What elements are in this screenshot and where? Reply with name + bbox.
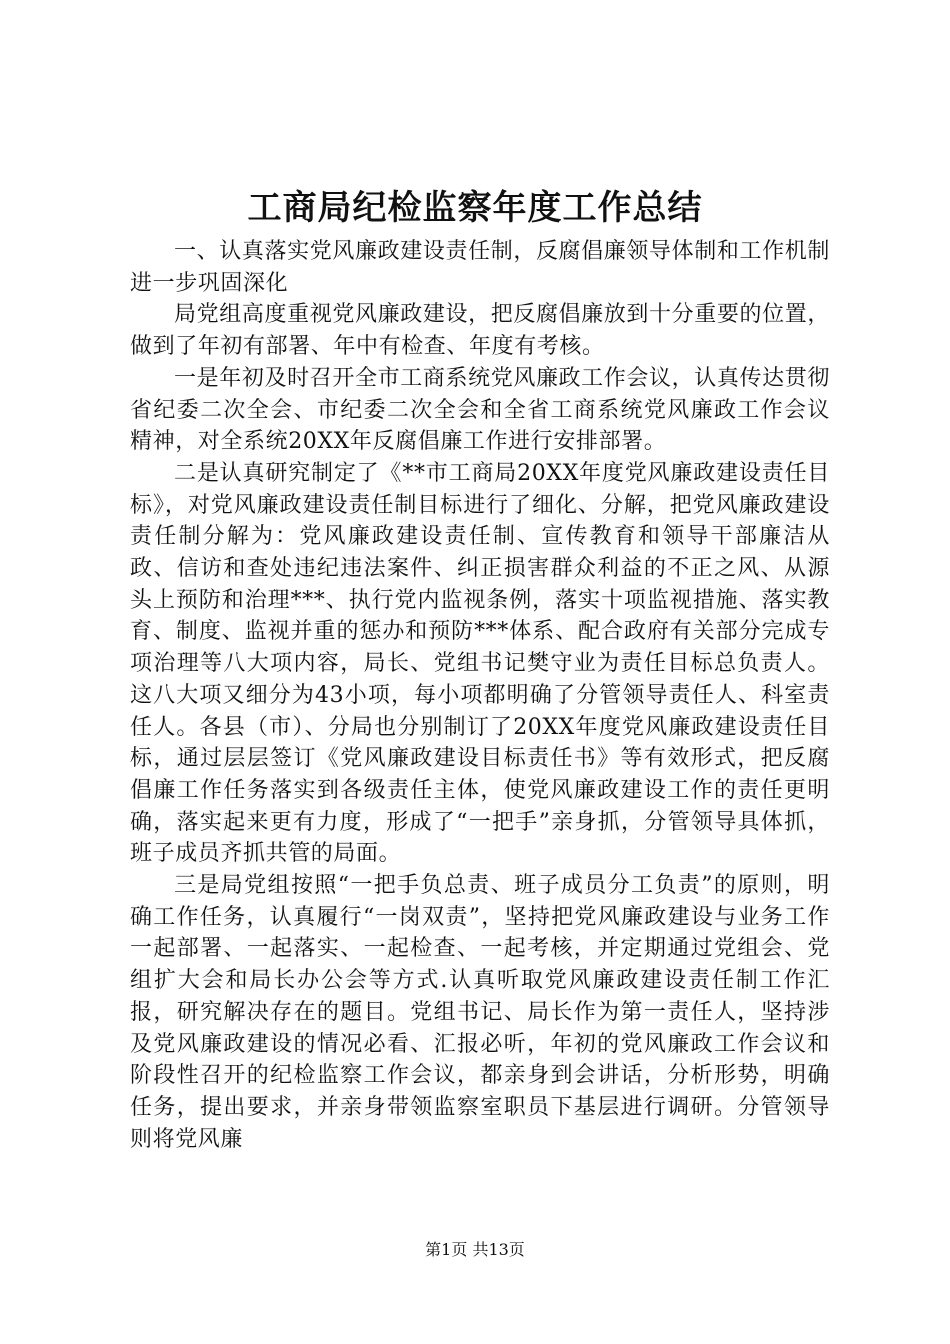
page-footer: 第1页 共13页	[425, 1240, 525, 1259]
document-body	[130, 236, 830, 1155]
paragraph-intro: 局党组高度重视党风廉政建设，把反腐倡廉放到十分重要的位置，做到了年初有部署、年中有检查、年度有考核。	[130, 302, 830, 360]
paragraph-item-2: 二是认真研究制定了《**市工商局20XX年度党风廉政建设责任目标》，对党风廉政建设责任制目标进行了细化、分解，把党风廉政建设责任制分解为：党风廉政建设责任制、宣传教育和领导干部廉洁从政、信访和查处违纪违法案件、纠正损害群众利益的不正之风、从源头上预防和治理***、执行党内监视条例，落实十项监视措施、落实教育、制度、监视并重的惩办和预防***体系、配合政府有关部分完成专项治理等八大项内容，局长、党组书记樊守业为责任目标总负责人。这八大项又细分为43小项，每小项都明确了分管领导责任人、科室责任人。各县（市）、分局也分别制订了20XX年度党风廉政建设责任目标，通过层层签订《党风廉政建设目标责任书》等有效形式，把反腐倡廉工作任务落实到各级责任主体，使党风廉政建设工作的责任更明确，落实起来更有力度，形成了“一把手”亲身抓，分管领导具体抓，班子成员齐抓共管的局面。	[130, 460, 830, 867]
paragraph-item-1: 一是年初及时召开全市工商系统党风廉政工作会议，认真传达贯彻省纪委二次全会、市纪委二次全会和全省工商系统党风廉政工作会议精神，对全系统20XX年反腐倡廉工作进行安排部署。	[130, 365, 830, 455]
document-title: 工商局纪检监察年度工作总结	[247, 188, 703, 228]
paragraph-item-3: 三是局党组按照“一把手负总责、班子成员分工负责”的原则，明确工作任务，认真履行“一岗双责”，坚持把党风廉政建设与业务工作一起部署、一起落实、一起检查、一起考核，并定期通过党组会、党组扩大会和局长办公会等方式.认真听取党风廉政建设责任制工作汇报，研究解决存在的题目。党组书记、局长作为第一责任人，坚持涉及党风廉政建设的情况必看、汇报必听，年初的党风廉政工作会议和阶段性召开的纪检监察工作会议，都亲身到会讲话，分析形势，明确任务，提出要求，并亲身带领监察室职员下基层进行调研。分管领导则将党风廉	[130, 873, 830, 1152]
section-heading: 一、认真落实党风廉政建设责任制，反腐倡廉领导体制和工作机制进一步巩固深化	[130, 239, 830, 296]
